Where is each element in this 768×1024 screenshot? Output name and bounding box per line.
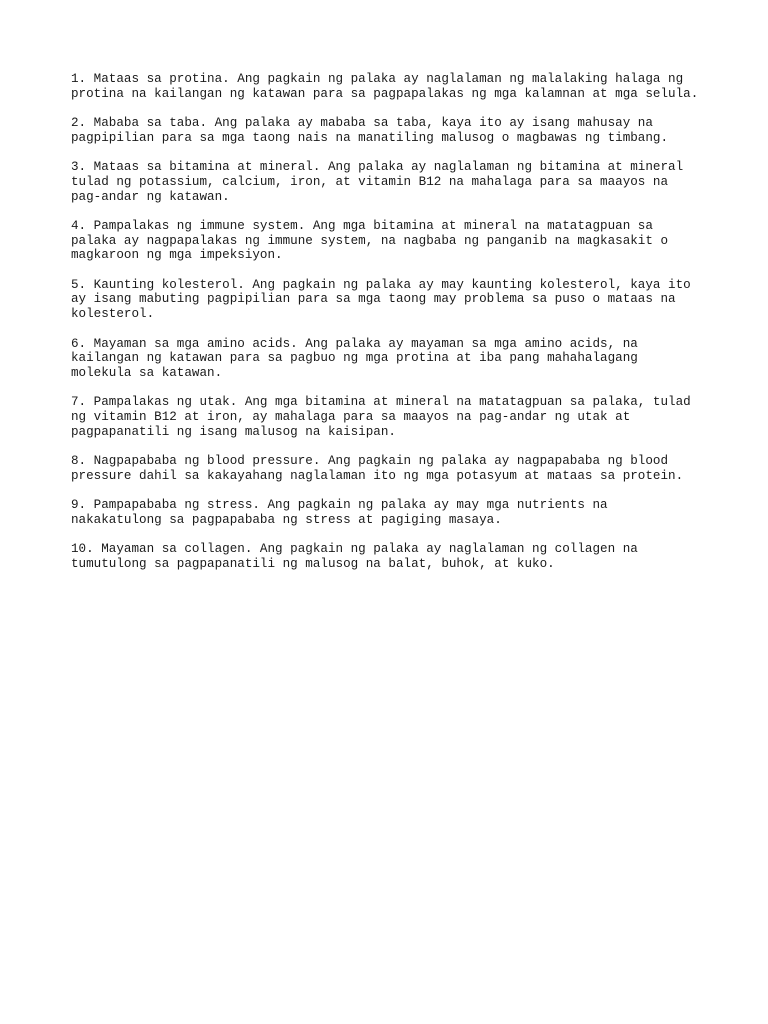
paragraph-line: 4. Pampalakas ng immune system. Ang mga bitamina at mineral na matatagpuan sa xyxy=(71,218,653,233)
paragraph-line: molekula sa katawan. xyxy=(71,365,223,380)
paragraph-9 xyxy=(71,498,711,527)
paragraph-line: kailangan ng katawan para sa pagbuo ng mga protina at iba pang mahahalagang xyxy=(71,351,638,366)
paragraph-line: pressure dahil sa kakayahang naglalaman ito ng mga potasyum at mataas sa protein. xyxy=(71,468,684,483)
paragraph-7 xyxy=(71,395,711,439)
paragraph-3 xyxy=(71,160,711,204)
paragraph-line: tumutulong sa pagpapanatili ng malusog na balat, buhok, at kuko. xyxy=(71,557,555,572)
paragraph-line: magkaroon ng mga impeksiyon. xyxy=(71,248,283,263)
paragraph-4 xyxy=(71,219,711,263)
paragraph-line: ng vitamin B12 at iron, ay mahalaga para sa maayos na pag-andar ng utak at xyxy=(71,410,631,425)
paragraph-line: protina na kailangan ng katawan para sa pagpapalakas ng mga kalamnan at mga selula. xyxy=(71,86,699,101)
paragraph-line: tulad ng potassium, calcium, iron, at vitamin B12 na mahalaga para sa maayos na xyxy=(71,174,669,189)
paragraph-line: nakakatulong sa pagpapababa ng stress at pagiging masaya. xyxy=(71,512,502,527)
paragraph-2 xyxy=(71,116,711,145)
paragraph-line: kolesterol. xyxy=(71,307,155,322)
paragraph-1 xyxy=(71,72,711,101)
paragraph-line: 5. Kaunting kolesterol. Ang pagkain ng palaka ay may kaunting kolesterol, kaya ito xyxy=(71,277,691,292)
paragraph-line: palaka ay nagpapalakas ng immune system, na nagbaba ng panganib na magkasakit o xyxy=(71,233,669,248)
paragraph-line: pagpapanatili ng isang malusog na kaisipan. xyxy=(71,424,396,439)
paragraph-line: pag-andar ng katawan. xyxy=(71,189,230,204)
paragraph-line: ay isang mabuting pagpipilian para sa mga taong may problema sa puso o mataas na xyxy=(71,292,676,307)
document-body xyxy=(71,72,711,586)
paragraph-line: 6. Mayaman sa mga amino acids. Ang palaka ay mayaman sa mga amino acids, na xyxy=(71,336,638,351)
paragraph-line: 10. Mayaman sa collagen. Ang pagkain ng palaka ay naglalaman ng collagen na xyxy=(71,542,638,557)
paragraph-10 xyxy=(71,542,711,571)
paragraph-line: 8. Nagpapababa ng blood pressure. Ang pagkain ng palaka ay nagpapababa ng blood xyxy=(71,454,669,469)
paragraph-line: 1. Mataas sa protina. Ang pagkain ng palaka ay naglalaman ng malalaking halaga ng xyxy=(71,72,684,86)
paragraph-8 xyxy=(71,454,711,483)
paragraph-line: 3. Mataas sa bitamina at mineral. Ang palaka ay naglalaman ng bitamina at mineral xyxy=(71,160,684,175)
paragraph-6 xyxy=(71,337,711,381)
paragraph-line: 7. Pampalakas ng utak. Ang mga bitamina at mineral na matatagpuan sa palaka, tulad xyxy=(71,395,691,410)
paragraph-line: 2. Mababa sa taba. Ang palaka ay mababa sa taba, kaya ito ay isang mahusay na xyxy=(71,116,653,131)
paragraph-line: pagpipilian para sa mga taong nais na manatiling malusog o magbawas ng timbang. xyxy=(71,130,669,145)
paragraph-line: 9. Pampapababa ng stress. Ang pagkain ng palaka ay may mga nutrients na xyxy=(71,498,608,513)
paragraph-5 xyxy=(71,278,711,322)
